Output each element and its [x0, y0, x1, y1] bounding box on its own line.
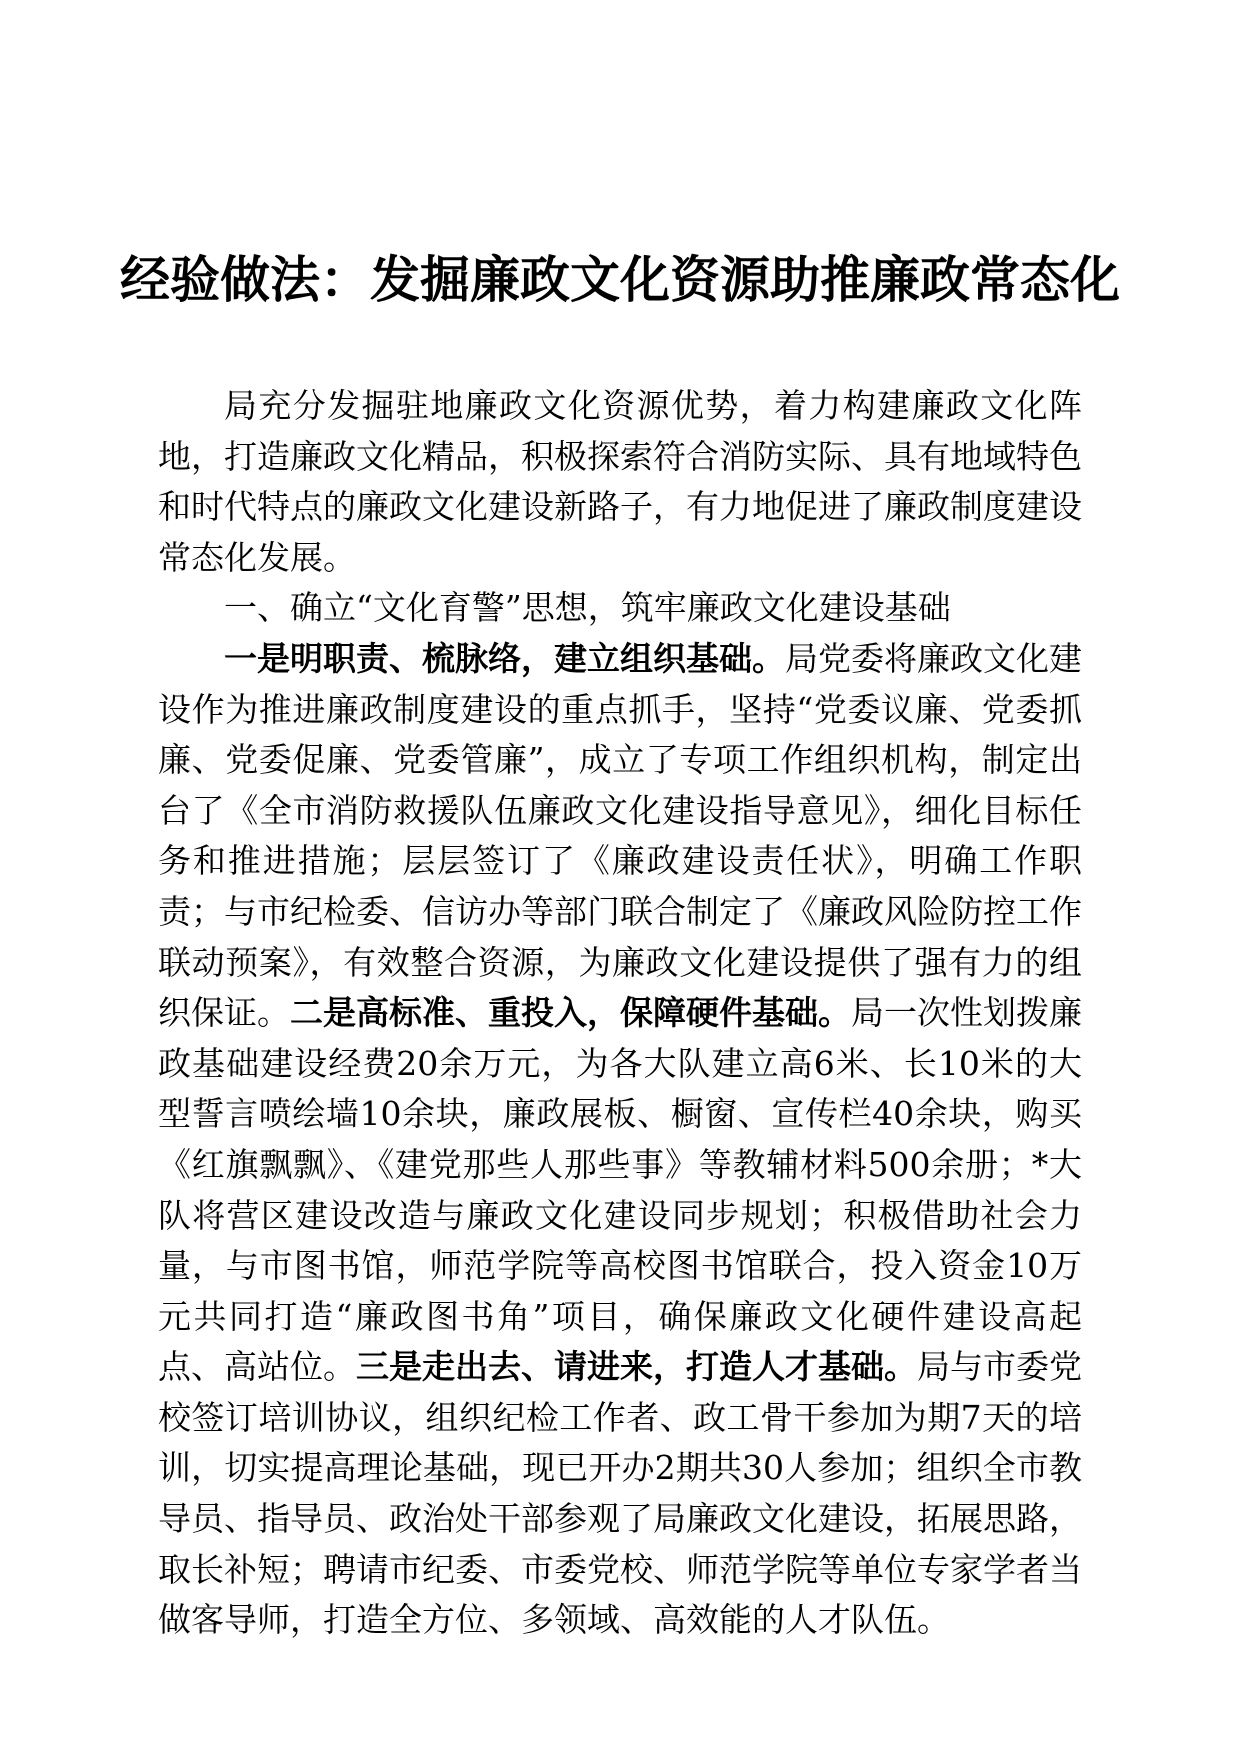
- point3-text: 局与市委党校签订培训协议，组织纪检工作者、政工骨干参加为期7天的培训，切实提高理论基础，现已开办2期共30人参加；组织全市教导员、指导员、政治处干部参观了局廉政文化建设，拓展思路，取长补短；聘请市纪委、市委党校、师范学院等单位专家学者当做客导师，打造全方位、多领域、高效能的人才队伍。: [158, 1347, 1082, 1640]
- point3-lead: 三是走出去、请进来，打造人才基础。: [356, 1347, 917, 1387]
- point1-lead: 一是明职责、梳脉络，建立组织基础。: [224, 638, 785, 678]
- document-body: [158, 381, 1082, 1646]
- point2-lead: 二是高标准、重投入，保障硬件基础。: [290, 993, 851, 1033]
- section-paragraph: [158, 634, 1082, 1646]
- document-title: 经验做法：发掘廉政文化资源助推廉政常态化: [120, 250, 1120, 309]
- point2-text: 局一次性划拨廉政基础建设经费20余万元，为各大队建立高6米、长10米的大型誓言喷绘墙10余块，廉政展板、橱窗、宣传栏40余块，购买《红旗飘飘》、《建党那些人那些事》等教辅材料500余册；*大队将营区建设改造与廉政文化建设同步规划；积极借助社会力量，与市图书馆，师范学院等高校图书馆联合，投入资金10万元共同打造“廉政图书角”项目，确保廉政文化硬件建设高起点、高站位。: [158, 993, 1082, 1387]
- point1-text: 局党委将廉政文化建设作为推进廉政制度建设的重点抓手，坚持“党委议廉、党委抓廉、党委促廉、党委管廉”，成立了专项工作组织机构，制定出台了《全市消防救援队伍廉政文化建设指导意见》，细化目标任务和推进措施；层层签订了《廉政建设责任状》，明确工作职责；与市纪检委、信访办等部门联合制定了《廉政风险防控工作联动预案》，有效整合资源，为廉政文化建设提供了强有力的组织保证。: [158, 638, 1082, 1033]
- intro-paragraph: 局充分发掘驻地廉政文化资源优势，着力构建廉政文化阵地，打造廉政文化精品，积极探索符合消防实际、具有地域特色和时代特点的廉政文化建设新路子，有力地促进了廉政制度建设常态化发展。: [158, 386, 1082, 577]
- section-heading: 一、确立“文化育警”思想，筑牢廉政文化建设基础: [224, 588, 951, 628]
